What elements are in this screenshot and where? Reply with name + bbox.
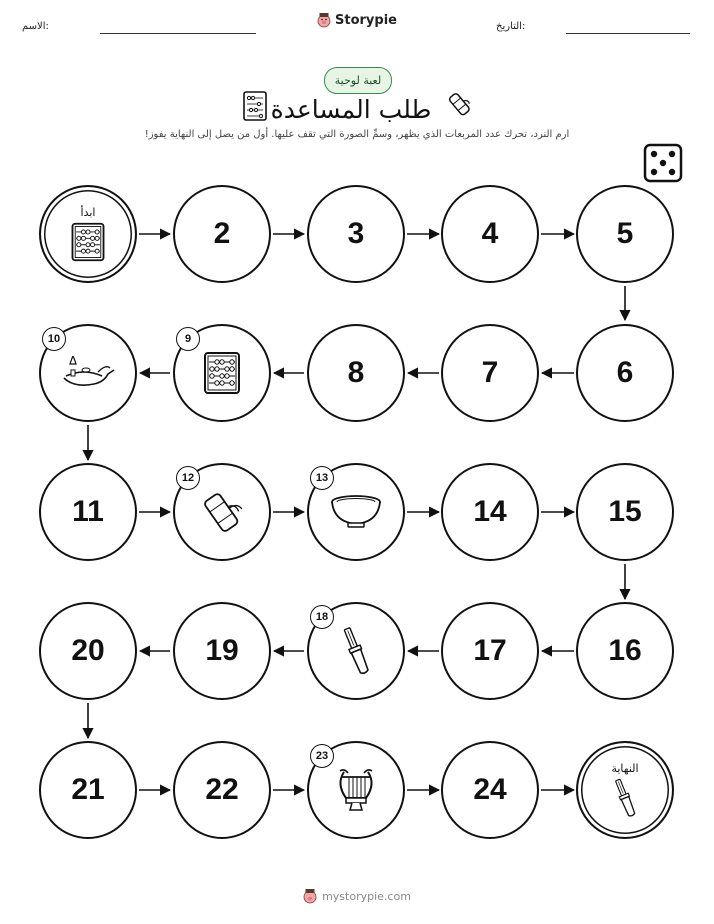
board-space-24[interactable] [441, 741, 539, 839]
start-label: ابدأ [80, 205, 96, 219]
board-space-4[interactable] [441, 185, 539, 283]
space-number: 6 [616, 356, 634, 389]
space-number: 2 [213, 217, 231, 250]
space-number: 19 [205, 634, 239, 667]
board-space-19[interactable] [173, 602, 271, 700]
board-space-7[interactable] [441, 324, 539, 422]
pig-mascot-icon [303, 888, 317, 904]
abacus-icon [202, 350, 242, 396]
board-space-14[interactable] [441, 463, 539, 561]
board-space-15[interactable] [576, 463, 674, 561]
board-game-badge: لعبة لوحية [324, 67, 392, 94]
space-number: 17 [473, 634, 507, 667]
board-space-8[interactable] [307, 324, 405, 422]
date-label: التاريخ: [496, 21, 526, 32]
board-space-16[interactable] [576, 602, 674, 700]
board-space-25[interactable] [576, 741, 674, 839]
board-space-21[interactable] [39, 741, 137, 839]
space-number: 22 [205, 773, 239, 806]
space-number: 3 [347, 217, 365, 250]
footer [0, 888, 714, 904]
space-number: 4 [481, 217, 499, 250]
board-space-22[interactable] [173, 741, 271, 839]
board-space-2[interactable] [173, 185, 271, 283]
chisel-icon [340, 625, 372, 677]
space-number: 20 [71, 634, 105, 667]
instructions-text: ارم النرد، تحرك عدد المربعات الذي يظهر، وسمِّ الصورة التي تقف عليها. أول من يصل إلى النهاية يفوز! [144, 129, 570, 140]
space-number: 24 [473, 773, 507, 806]
space-number-badge: 18 [310, 605, 334, 629]
board-space-6[interactable] [576, 324, 674, 422]
space-number: 7 [481, 356, 499, 389]
abacus-icon [68, 221, 108, 263]
brand-name: Storypie [335, 12, 397, 28]
space-number: 5 [616, 217, 634, 250]
board-space-17[interactable] [441, 602, 539, 700]
board-space-11[interactable] [39, 463, 137, 561]
space-number-badge: 13 [310, 466, 334, 490]
space-number: 16 [608, 634, 642, 667]
space-number: 8 [347, 356, 365, 389]
bowl-icon [329, 494, 383, 530]
board-space-5[interactable] [576, 185, 674, 283]
board-space-3[interactable] [307, 185, 405, 283]
oil-lamp-icon [58, 356, 118, 390]
scroll-icon [196, 489, 248, 535]
board-space-1[interactable] [39, 185, 137, 283]
space-number: 11 [72, 495, 104, 528]
space-number: 21 [71, 773, 105, 806]
lyre-icon [334, 766, 378, 814]
end-label: النهاية [611, 761, 639, 775]
space-number-badge: 10 [42, 327, 66, 351]
page-title: طلب المساعدة [270, 94, 432, 124]
space-number-badge: 12 [176, 466, 200, 490]
space-number-badge: 9 [176, 327, 200, 351]
space-number-badge: 23 [310, 744, 334, 768]
space-number: 14 [473, 495, 507, 528]
footer-site: mystorypie.com [322, 889, 411, 903]
chisel-icon [609, 777, 641, 819]
name-label: الاسم: [22, 21, 49, 32]
board-space-20[interactable] [39, 602, 137, 700]
space-number: 15 [608, 495, 642, 528]
